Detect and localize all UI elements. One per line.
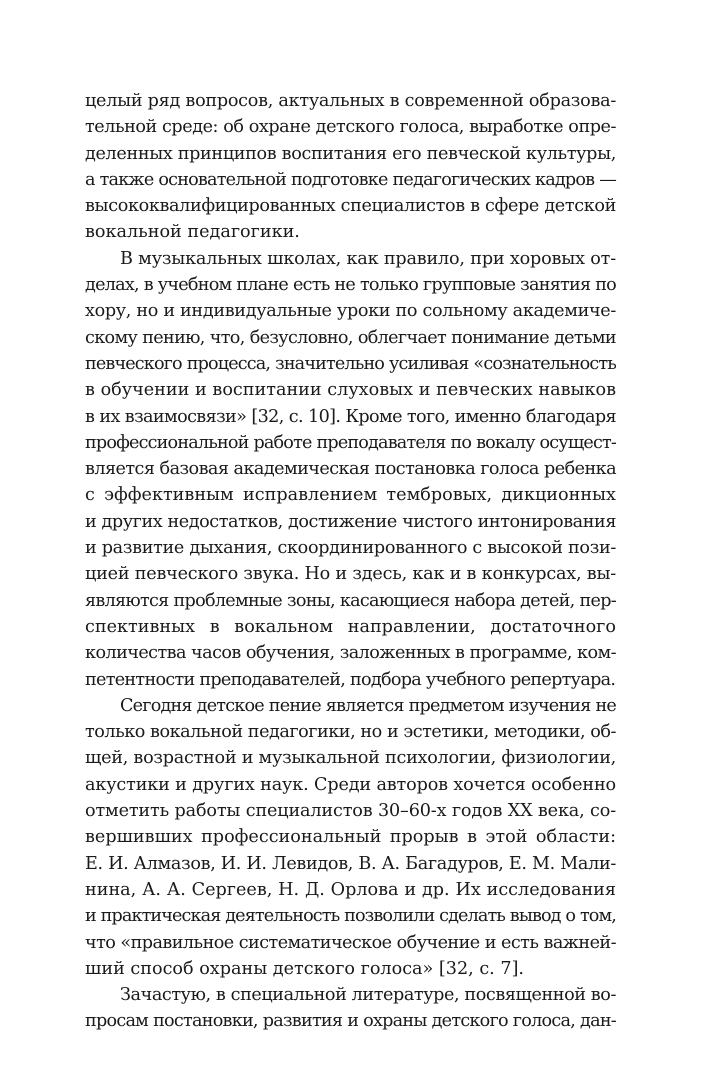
text-line: В музыкальных школах, как правило, при хоровых от- [120, 248, 616, 269]
text-line: цией певческого звука. Но и здесь, как и в конкурсах, вы- [85, 564, 616, 585]
text-line: Е. И. Алмазов, И. И. Левидов, В. А. Багадуров, Е. М. Мали- [85, 853, 616, 874]
text-line: Сегодня детское пение является предметом изучения не [120, 695, 616, 716]
text-line: и развитие дыхания, скоординированного с высокой пози- [85, 538, 616, 559]
text-line: щей, возрастной и музыкальной психологии, физиологии, [85, 748, 616, 769]
text-line: профессиональной работе преподавателя по вокалу осущест- [85, 432, 616, 453]
text-line: целый ряд вопросов, актуальных в современной образова- [85, 91, 616, 111]
text-line: а также основательной подготовке педагогических кадров — [85, 169, 616, 190]
text-line: только вокальной педагогики, но и эстетики, методики, об- [85, 722, 616, 743]
text-line: делах, в учебном плане есть не только групповые занятия по [85, 275, 616, 296]
text-line: и практическая деятельность позволили сделать вывод о том, [85, 906, 616, 927]
text-line: просам постановки, развития и охраны детского голоса, дан- [85, 1011, 616, 1032]
text-line: количества часов обучения, заложенных в программе, ком- [85, 643, 616, 664]
text-line: скому пению, что, безусловно, облегчает понимание детьми [85, 327, 616, 348]
text-line: с эффективным исправлением тембровых, дикционных [85, 485, 616, 506]
text-line: являются проблемные зоны, касающиеся набора детей, пер- [85, 590, 616, 611]
text-line: нина, А. А. Сергеев, Н. Д. Орлова и др. Их исследования [85, 879, 616, 900]
text-line: Зачастую, в специальной литературе, посвященной во- [120, 985, 616, 1006]
text-line: вляется базовая академическая постановка голоса ребенка [85, 459, 616, 480]
text-line: петентности преподавателей, подбора учебного репертуара. [85, 669, 616, 690]
text-line: в их взаимосвязи» [32, с. 10]. Кроме того, именно благодаря [85, 406, 616, 427]
text-line: тельной среде: об охране детского голоса, выработке опре- [85, 117, 616, 138]
text-line: вокальной педагогики. [85, 222, 300, 243]
text-line: ший способ охраны детского голоса» [32, с. 7]. [85, 958, 525, 979]
text-line: хору, но и индивидуальные уроки по сольному академиче- [85, 301, 616, 322]
text-line: спективных в вокальном направлении, достаточного [85, 616, 616, 637]
text-line: отметить работы специалистов 30–60-х годов XX века, со- [85, 801, 616, 822]
text-line: высококвалифицированных специалистов в сфере детской [85, 196, 616, 217]
text-line: и других недостатков, достижение чистого интонирования [85, 511, 616, 532]
text-line: что «правильное систематическое обучение и есть важней- [85, 932, 616, 953]
text-line: вершивших профессиональный прорыв в этой области: [85, 827, 616, 848]
body-text [85, 88, 616, 1035]
text-line: деленных принципов воспитания его певческой культуры, [85, 143, 616, 164]
text-line: акустики и других наук. Среди авторов хочется особенно [85, 774, 616, 795]
text-line: певческого процесса, значительно усиливая «сознательность [85, 353, 616, 374]
text-line: в обучении и воспитании слуховых и певческих навыков [85, 380, 616, 401]
